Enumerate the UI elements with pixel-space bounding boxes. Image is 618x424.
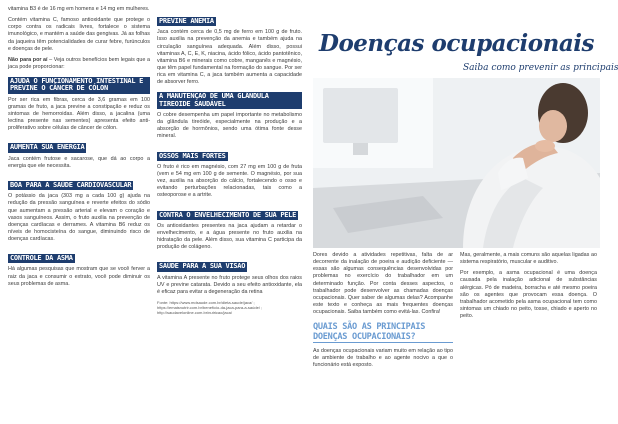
section-heading: AJUDA O FUNCIONAMENTO INTESTINAL E PREVINE O CÂNCER DE CÓLON [8, 77, 150, 94]
section-heading: AUMENTA SUA ENERGIA [10, 143, 85, 152]
section-heading: CONTROLE DA ASMA [10, 254, 73, 263]
bold-lead: Não para por aí [8, 56, 48, 63]
section-heading: SAÚDE PARA A SUA VISÃO [159, 262, 246, 271]
paragraph: As doenças ocupacionais variam muito em relação ao tipo de ambiente de trabalho e ao agente nocivo a que o funcionário está exposto. [313, 348, 453, 369]
cover-title: Doenças ocupacionais [319, 30, 594, 57]
paragraph: Por exemplo, a asma ocupacional é uma doença causada pela inalação adicional de substâncias alérgicas. Pó de madeira, borracha e até mesmo poeira são os agentes que provocam essa doença. O trabalhador acometido pela asma ocupacional tem como sintomas um chiado no peito, tosse, chiado e aperto no peito. [460, 270, 597, 319]
paragraph: Por ser rica em fibras, cerca de 3,6 gramas em 100 gramas de fruto, a jaca previne a constipação e reduz os sintomas de hemorroidas. Além disso, a jacalina (uma lectina presente nas sementes) apresenta efeito anti-proliferativo sobre células de câncer de cólon. [8, 96, 150, 132]
cover-photo [313, 78, 600, 248]
title-block [313, 30, 618, 80]
cover-text-left [313, 252, 453, 373]
section-heading: QUAIS SÃO AS PRINCIPAIS DOENÇAS OCUPACIONAIS? [313, 323, 453, 343]
paragraph: Jaca contém cerca de 0,5 mg de ferro em 100 g de fruto. Isso auxilia na prevenção da anemia e também ajuda na circulação sanguínea adequada. Além disso, possui vitaminas A, C, E, K, niacina, ácido fólico, ácido pantotênico, vitamina B6 e minerais como cobre, manganês e magnésio, que têm papel fundamental na formação do sangue. Por ser rica em vitamina C, a jaca também aumenta a capacidade de absorver ferro. [157, 29, 302, 86]
paragraph: Contém vitamina C, famoso antioxidante que protege o corpo contra os radicais livres, fortalece o sistema imunológico, e mantém a saúde das gengivas. Já as folhas da jaqueira têm potencialidades de curar febre, furúnculos e doenças de pele. [8, 17, 150, 52]
cover-text-right [460, 252, 597, 324]
paragraph: O potássio da jaca (303 mg a cada 100 g) ajuda na redução da pressão sanguínea e reverte efeitos do sódio que aumentam a pressão arterial e elevam o coração e vasos sanguíneos. Assim, o fruto auxilia na prevenção de doenças cardíacas e derrames. A vitamina B6 reduz os níveis de homocisteína do sangue, diminuindo risco de doenças cardíacas. [8, 193, 150, 242]
paragraph: A vitamina A presente no fruto protege seus olhos dos raios UV e previne catarata. Devido a seu efeito antioxidante, ela é eficaz para evitar a degeneração da retina [157, 274, 302, 295]
office-worker-illustration [313, 78, 600, 248]
paragraph [8, 57, 150, 71]
section-heading: BOA PARA A SAÚDE CARDIOVASCULAR [10, 180, 132, 189]
source-reference: Fonte: https://www.mdsaude.com.br/dieta-saude/jaca/ ; https://emaisnutrir.com.br/benefício-da-jaca-para-a-saúde/ ; http://saudavelonline.com.br/nutricao/jaca/ [157, 300, 263, 316]
column-2 [157, 0, 302, 424]
paragraph: Jaca contém frutose e sacarose, que dá ao corpo a energia que ele necessita. [8, 155, 150, 169]
paragraph: Há algumas pesquisas que mostram que se você ferver a raiz da jaca e consumir o extrato, você pode diminuir os seus problemas de asma. [8, 266, 150, 287]
paragraph: O fruto é rico em magnésio, com 27 mg em 100 g de fruta (vem e 54 mg em 100 g de semente. O magnésio, por sua vez, auxilia na absorção do cálcio, fortalecendo o osso e evitando perturbações relacionadas, tais como a osteoporose e a artrite. [157, 163, 302, 199]
paragraph: vitamina B3 é de 16 mg em homens e 14 mg em mulheres. [8, 6, 150, 12]
paragraph: O cobre desempenha um papel importante no metabolismo da glândula tireóide, especialmente na produção e a absorção de hormônios, sendo uma ótima fonte desse mineral. [157, 112, 302, 140]
section-heading: PREVINE ANEMIA [159, 17, 214, 25]
paragraph: Os antioxidantes presentes na jaca ajudam a retardar o envelhecimento, e a água presente no fruto auxilia na hidratação da pele. Além disso, sua vitamina C participa da produção de colágeno. [157, 222, 302, 251]
section-heading: CONTRA O ENVELHECIMENTO DE SUA PELE [159, 210, 297, 219]
section-heading: OSSOS MAIS FORTES [159, 151, 226, 160]
paragraph: Dores devido a atividades repetitivas, falta de ar decorrente da inalação de poeira e audição deficiente — essas são algumas consequências desenvolvidas por problemas no exercício do trabalhador em um determinado função. Por conta desses aspectos, o trabalhador pode desenvolver as chamadas doenças ocupacionais. Quer saber de algumas delas? Acompanhe este texto e conheça as mais frequentes doenças ocupacionais. Saiba também como evitá-las. Confira! [313, 252, 453, 315]
paragraph-rest: – Veja outros benefícios bem legais que a jaca pode proporcionar: [8, 56, 150, 70]
cover-subtitle: Saiba como prevenir as principais [463, 63, 618, 73]
column-1 [8, 0, 150, 424]
cover-panel [313, 0, 618, 424]
section-heading: A MANUTENÇÃO DE UMA GLÂNDULA TIREOIDE SAUDÁVEL [157, 92, 302, 109]
paragraph: Mas, geralmente, a mais comuns são aquelas ligadas ao sistema respiratório, muscular e auditivo. [460, 252, 597, 266]
